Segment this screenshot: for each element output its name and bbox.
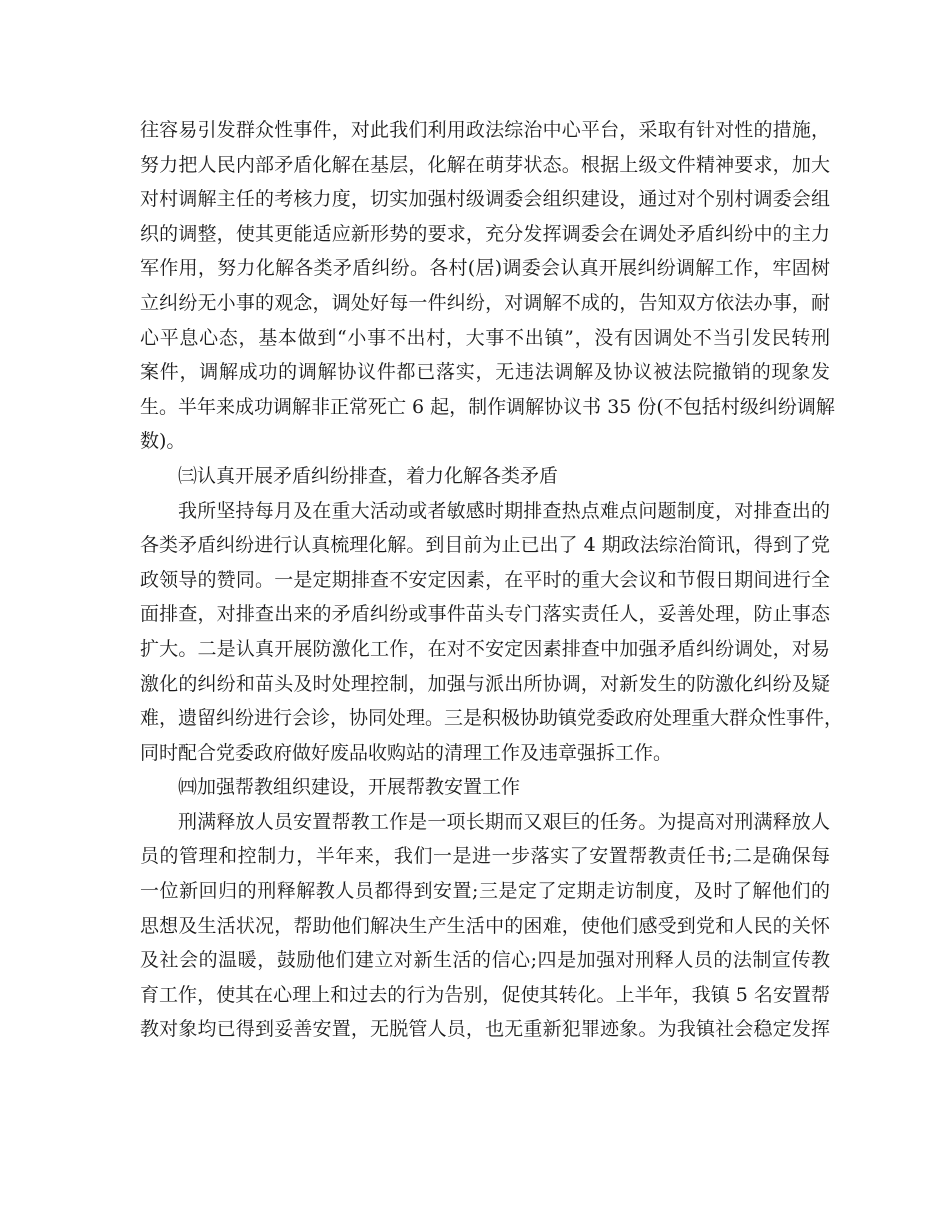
- text-line: 往容易引发群众性事件，对此我们利用政法综治中心平台，采取有针对性的措施，: [140, 119, 830, 141]
- text-line: 各类矛盾纠纷进行认真梳理化解。到目前为止已出了 4 期政法综治简讯，得到了党: [140, 534, 830, 557]
- text-line: 军作用，努力化解各类矛盾纠纷。各村(居)调委会认真开展纠纷调解工作，牢固树: [140, 257, 830, 280]
- text-line: ㈢认真开展矛盾纠纷排查，着力化解各类矛盾: [178, 464, 559, 487]
- text-line: 心平息心态，基本做到“小事不出村，大事不出镇”，没有因调处不当引发民转刑: [140, 326, 830, 349]
- text-line: 及社会的温暖，鼓励他们建立对新生活的信心;四是加强对刑释人员的法制宣传教: [140, 949, 830, 972]
- document-body: [140, 113, 844, 1047]
- text-line: 生。半年来成功调解非正常死亡 6 起，制作调解协议书 35 份(不包括村级纠纷调解: [140, 395, 835, 418]
- text-line: 数)。: [140, 430, 186, 453]
- text-line: 织的调整，使其更能适应新形势的要求，充分发挥调委会在调处矛盾纠纷中的主力: [140, 222, 830, 245]
- text-line: 刑满释放人员安置帮教工作是一项长期而又艰巨的任务。为提高对刑满释放人: [178, 810, 830, 833]
- text-line: 我所坚持每月及在重大活动或者敏感时期排查热点难点问题制度，对排查出的: [178, 499, 830, 522]
- text-line: 努力把人民内部矛盾化解在基层，化解在萌芽状态。根据上级文件精神要求，加大: [140, 153, 830, 176]
- text-line: 政领导的赞同。一是定期排查不安定因素，在平时的重大会议和节假日期间进行全: [140, 568, 830, 591]
- text-line: 教对象均已得到妥善安置，无脱管人员，也无重新犯罪迹象。为我镇社会稳定发挥: [140, 1018, 830, 1041]
- text-line: 面排查，对排查出来的矛盾纠纷或事件苗头专门落实责任人，妥善处理，防止事态: [140, 603, 830, 626]
- text-line: 案件，调解成功的调解协议件都已落实，无违法调解及协议被法院撤销的现象发: [140, 361, 830, 384]
- text-line: 扩大。二是认真开展防激化工作，在对不安定因素排查中加强矛盾纠纷调处，对易: [140, 637, 830, 660]
- text-line: 思想及生活状况，帮助他们解决生产生活中的困难，使他们感受到党和人民的关怀: [140, 914, 830, 937]
- text-line: 激化的纠纷和苗头及时处理控制，加强与派出所协调，对新发生的防激化纠纷及疑: [140, 672, 830, 695]
- text-line: 立纠纷无小事的观念，调处好每一件纠纷，对调解不成的，告知双方依法办事，耐: [140, 291, 830, 314]
- text-line: 一位新回归的刑释解教人员都得到安置;三是定了定期走访制度，及时了解他们的: [140, 880, 830, 903]
- text-line: 对村调解主任的考核力度，切实加强村级调委会组织建设，通过对个别村调委会组: [140, 188, 830, 211]
- text-line: 育工作，使其在心理上和过去的行为告别，促使其转化。上半年，我镇 5 名安置帮: [140, 983, 830, 1006]
- text-line: ㈣加强帮教组织建设，开展帮教安置工作: [178, 776, 521, 799]
- text-line: 难，遗留纠纷进行会诊，协同处理。三是积极协助镇党委政府处理重大群众性事件，: [140, 707, 844, 730]
- text-line: 员的管理和控制力，半年来，我们一是进一步落实了安置帮教责任书;二是确保每: [140, 845, 830, 868]
- text-line: 同时配合党委政府做好废品收购站的清理工作及违章强拆工作。: [140, 741, 673, 764]
